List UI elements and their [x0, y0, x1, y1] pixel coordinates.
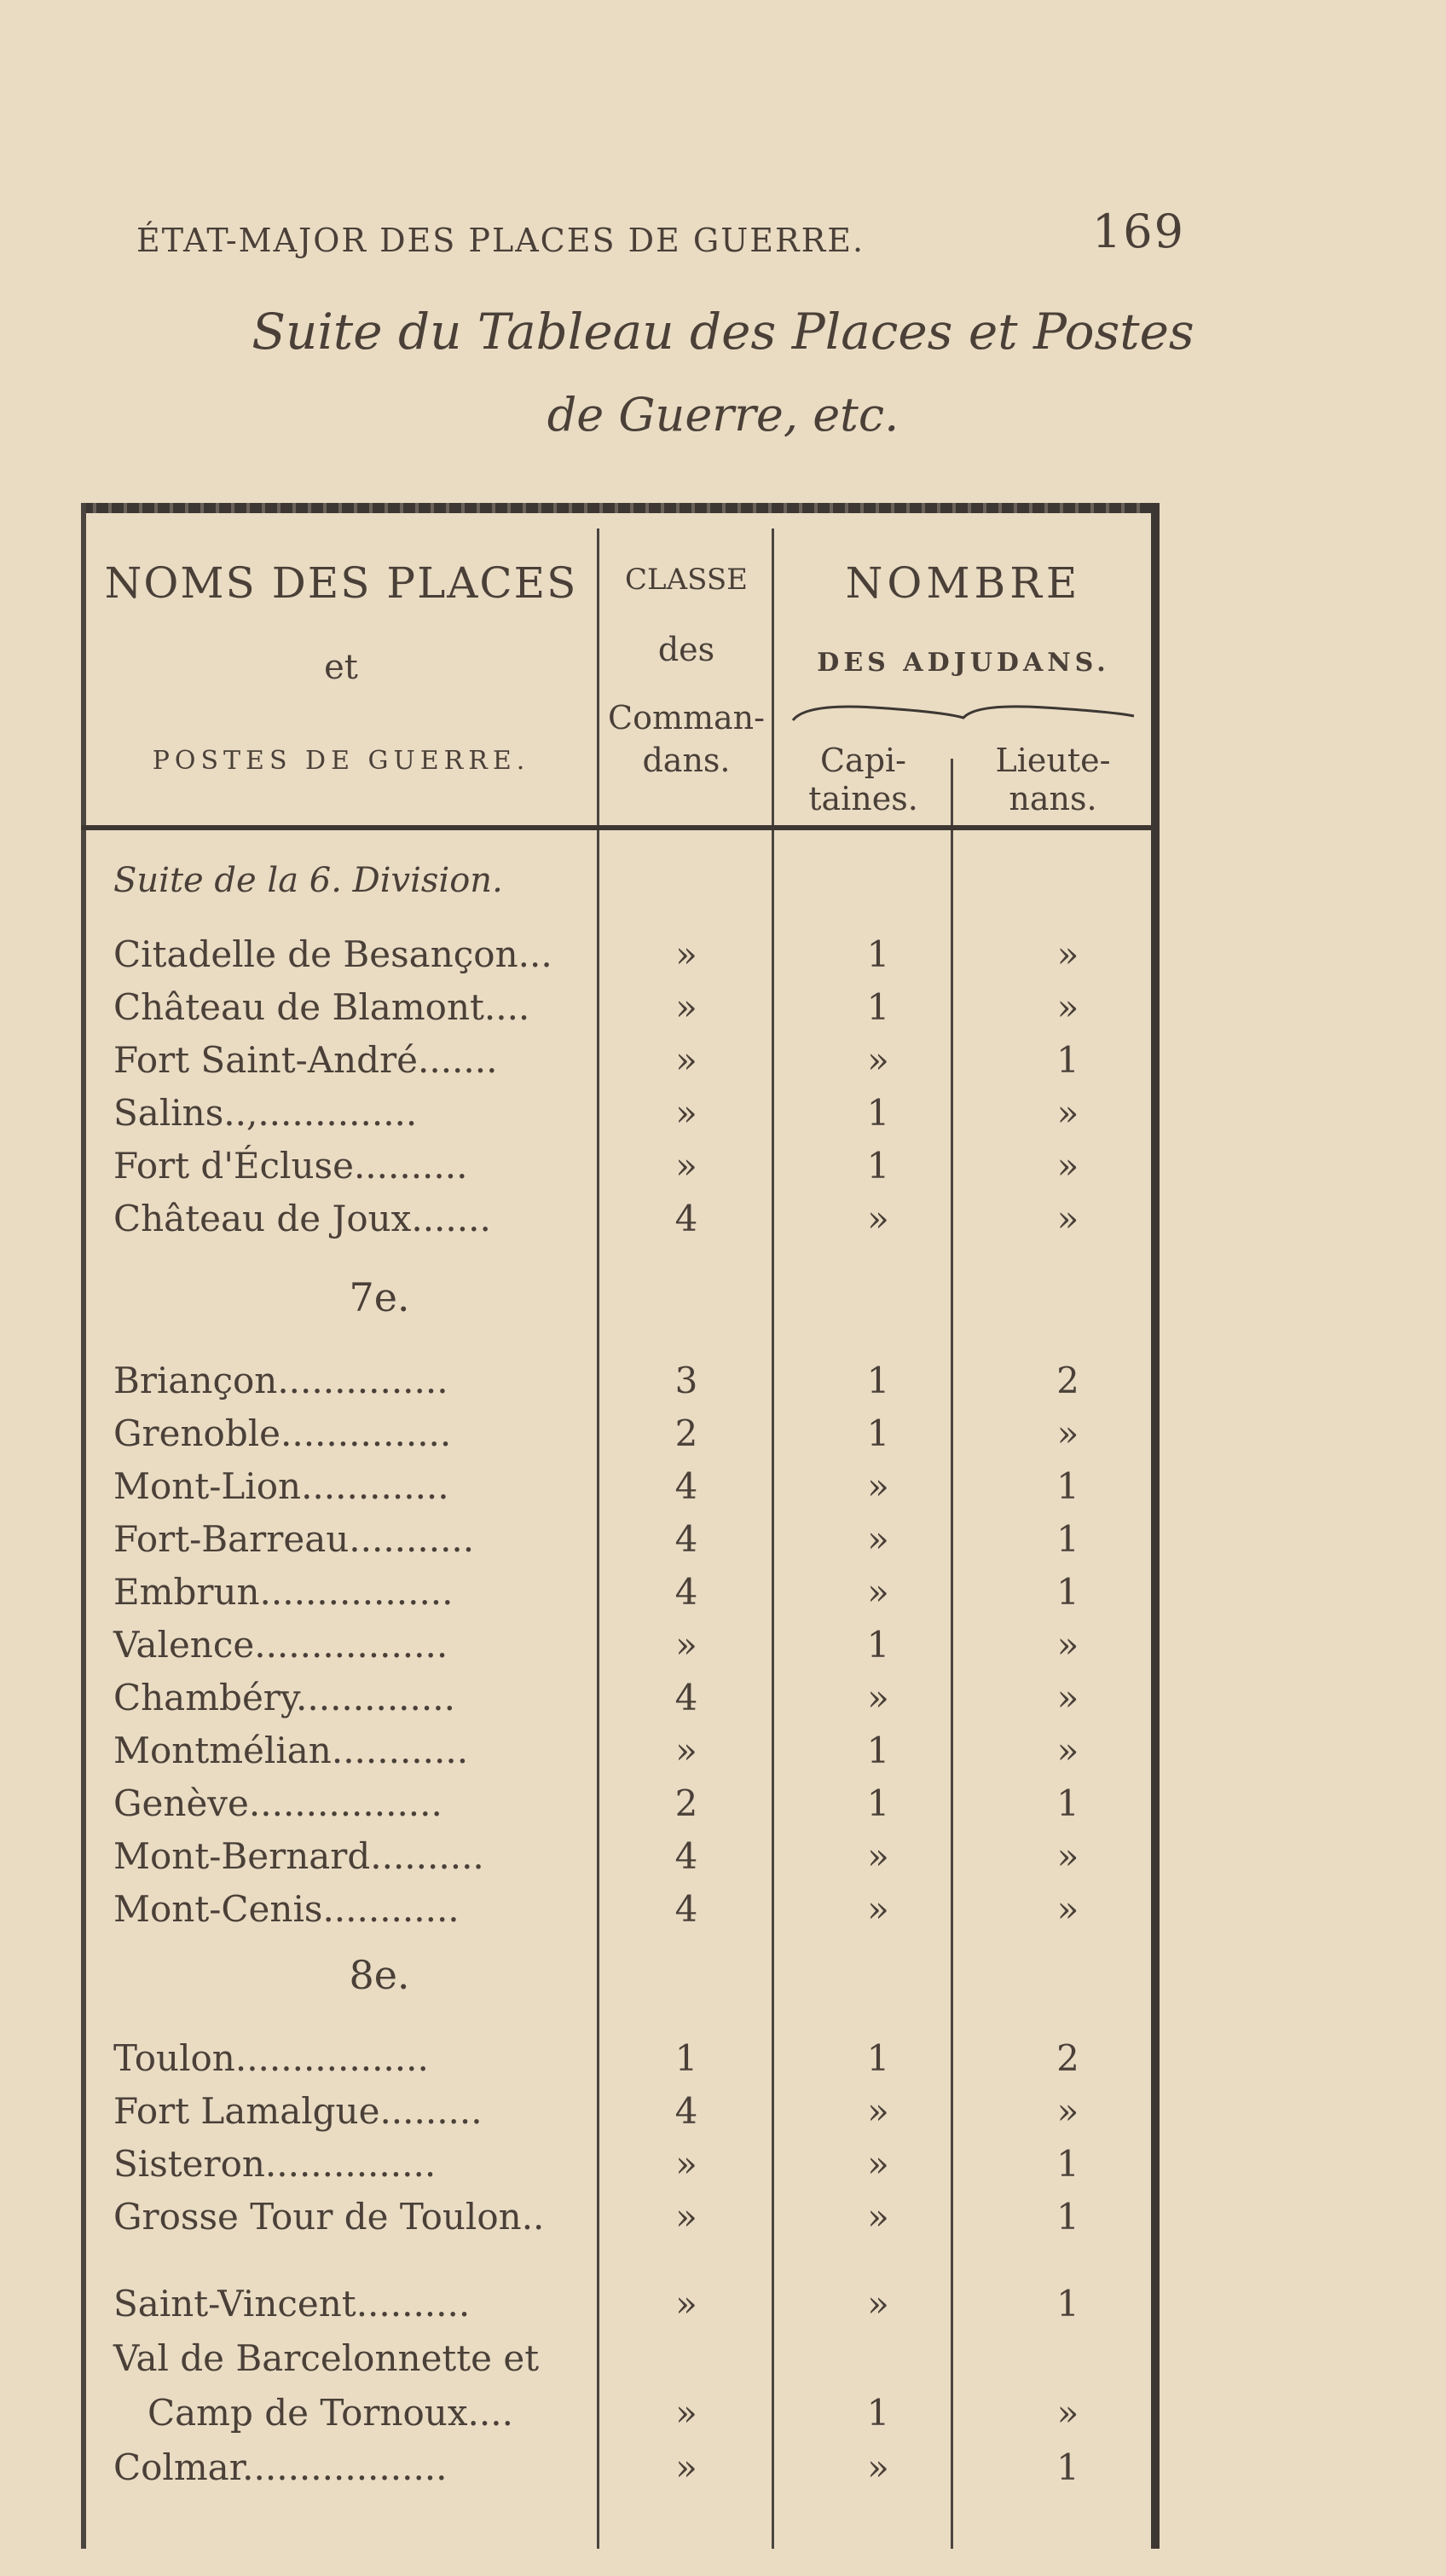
header-rule: [81, 825, 1151, 830]
brace-icon: [789, 699, 1138, 725]
classe-value: »: [675, 2446, 697, 2488]
table-row: [81, 1677, 1151, 1730]
table-row: [81, 2446, 1151, 2499]
classe-value: 4: [674, 1198, 698, 1239]
capitaines-value: »: [867, 1465, 889, 1507]
classe-value: 4: [674, 1465, 698, 1507]
place-name: Genève.................: [113, 1782, 442, 1824]
division-subtitle: Suite de la 6. Division.: [113, 861, 503, 900]
place-name: Salins..,..............: [113, 1092, 418, 1134]
classe-value: 4: [674, 1835, 698, 1877]
lieutenans-value: »: [1056, 1835, 1079, 1877]
header-names-line1: NOMS DES PLACES: [104, 558, 578, 608]
classe-value: »: [675, 933, 697, 975]
classe-value: »: [675, 2196, 697, 2238]
lieutenans-value: »: [1056, 1092, 1079, 1134]
table-title-line1: Suite du Tableau des Places et Postes: [252, 303, 1194, 361]
division-heading-8: 8e.: [349, 1952, 410, 1998]
lieutenans-value: »: [1056, 1198, 1079, 1239]
classe-value: »: [675, 1730, 697, 1771]
classe-value: 1: [674, 2037, 698, 2079]
capitaines-value: 1: [866, 1782, 890, 1824]
capitaines-value: »: [867, 1198, 889, 1239]
table-right-border: [1151, 2293, 1160, 2549]
place-name: Fort Saint-André.......: [113, 1039, 498, 1081]
place-name: Fort-Barreau...........: [113, 1518, 475, 1560]
place-name: Mont-Bernard..........: [113, 1835, 484, 1877]
classe-value: »: [675, 2143, 697, 2185]
place-name: Valence.................: [113, 1624, 448, 1666]
table-row: [81, 2392, 1151, 2445]
lieutenans-value: 1: [1056, 1039, 1079, 1081]
capitaines-value: »: [867, 1571, 889, 1613]
header-lieutenans-line2: nans.: [1009, 780, 1097, 817]
table-row: [81, 1145, 1151, 1198]
place-name: Saint-Vincent..........: [113, 2283, 471, 2325]
table-row: [81, 1412, 1151, 1465]
capitaines-value: »: [867, 2283, 889, 2325]
classe-value: »: [675, 1145, 697, 1187]
capitaines-value: 1: [866, 2037, 890, 2079]
table-row: [81, 1624, 1151, 1677]
capitaines-value: »: [867, 1677, 889, 1718]
table-row: [81, 2196, 1151, 2249]
place-name: Camp de Tornoux....: [147, 2392, 513, 2434]
lieutenans-value: »: [1056, 1412, 1079, 1454]
lieutenans-value: »: [1056, 1624, 1079, 1666]
running-title: ÉTAT-MAJOR DES PLACES DE GUERRE.: [136, 222, 865, 259]
place-name: Château de Joux.......: [113, 1198, 491, 1239]
header-names-line2: et: [324, 648, 358, 687]
place-name: Mont-Cenis............: [113, 1888, 460, 1930]
capitaines-value: 1: [866, 933, 890, 975]
lieutenans-value: 2: [1056, 2037, 1079, 2079]
table-row: [81, 1360, 1151, 1412]
place-name: Citadelle de Besançon...: [113, 933, 552, 975]
capitaines-value: 1: [866, 1360, 890, 1401]
places-table: [81, 503, 1151, 2293]
table-row: [81, 1782, 1151, 1835]
capitaines-value: 1: [866, 1092, 890, 1134]
table-row: [81, 1039, 1151, 1092]
capitaines-value: 1: [866, 2392, 890, 2434]
place-name: Fort d'Écluse..........: [113, 1145, 468, 1187]
table-row: [81, 1092, 1151, 1145]
classe-value: »: [675, 1092, 697, 1134]
capitaines-value: 1: [866, 1624, 890, 1666]
table-row: [81, 1198, 1151, 1250]
capitaines-value: »: [867, 1888, 889, 1930]
place-name: Colmar..................: [113, 2446, 448, 2488]
classe-value: 4: [674, 1888, 698, 1930]
place-name: Briançon...............: [113, 1360, 448, 1401]
lieutenans-value: »: [1056, 1145, 1079, 1187]
classe-value: »: [675, 1624, 697, 1666]
table-row: [81, 2143, 1151, 2196]
classe-value: 3: [674, 1360, 698, 1401]
header-classe-line3: Comman-: [608, 699, 765, 736]
lieutenans-value: »: [1056, 1888, 1079, 1930]
capitaines-value: »: [867, 1835, 889, 1877]
lieutenans-value: »: [1056, 986, 1079, 1028]
table-row: [81, 2090, 1151, 2143]
place-name: Chambéry..............: [113, 1677, 455, 1718]
table-row: [81, 986, 1151, 1039]
classe-value: 4: [674, 1518, 698, 1560]
capitaines-value: »: [867, 1039, 889, 1081]
capitaines-value: »: [867, 2446, 889, 2488]
header-classe-line1: CLASSE: [625, 563, 748, 597]
header-nombre-line1: NOMBRE: [845, 558, 1082, 608]
lieutenans-value: 1: [1056, 1571, 1079, 1613]
lieutenans-value: »: [1056, 2392, 1079, 2434]
table-row: [81, 2337, 1151, 2390]
header-classe-line2: des: [657, 631, 715, 668]
table-top-border: [81, 503, 1160, 513]
lieutenans-value: 1: [1056, 1518, 1079, 1560]
classe-value: »: [675, 986, 697, 1028]
classe-value: »: [675, 2392, 697, 2434]
table-row: [81, 1835, 1151, 1888]
place-name: Toulon.................: [113, 2037, 429, 2079]
table-row: [81, 1571, 1151, 1624]
table-row: [81, 933, 1151, 986]
table-row: [81, 1888, 1151, 1941]
capitaines-value: »: [867, 2196, 889, 2238]
classe-value: 4: [674, 1677, 698, 1718]
lieutenans-value: »: [1056, 1677, 1079, 1718]
classe-value: 4: [674, 1571, 698, 1613]
table-row: [81, 1465, 1151, 1518]
capitaines-value: »: [867, 2143, 889, 2185]
capitaines-value: 1: [866, 1730, 890, 1771]
capitaines-value: »: [867, 2090, 889, 2132]
header-classe-line4: dans.: [642, 742, 731, 779]
lieutenans-value: 1: [1056, 2196, 1079, 2238]
table-right-border: [1151, 503, 1160, 2293]
lieutenans-value: 1: [1056, 1465, 1079, 1507]
capitaines-value: 1: [866, 1145, 890, 1187]
lieutenans-value: 1: [1056, 2446, 1079, 2488]
lieutenans-value: »: [1056, 1730, 1079, 1771]
lieutenans-value: 2: [1056, 1360, 1079, 1401]
page-number: 169: [1091, 205, 1185, 258]
capitaines-value: 1: [866, 986, 890, 1028]
header-nombre-line2: DES ADJUDANS.: [817, 648, 1110, 678]
capitaines-value: »: [867, 1518, 889, 1560]
header-lieutenans-line1: Lieute-: [995, 742, 1111, 779]
place-name: Grosse Tour de Toulon..: [113, 2196, 545, 2238]
lieutenans-value: 1: [1056, 2283, 1079, 2325]
header-capitaines-line1: Capi-: [819, 742, 907, 779]
place-name: Fort Lamalgue.........: [113, 2090, 483, 2132]
place-name: Grenoble...............: [113, 1412, 452, 1454]
place-name: Embrun.................: [113, 1571, 454, 1613]
lieutenans-value: »: [1056, 933, 1079, 975]
lieutenans-value: 1: [1056, 1782, 1079, 1824]
classe-value: 2: [674, 1412, 698, 1454]
header-capitaines-line2: taines.: [808, 780, 918, 817]
division-heading-7: 7e.: [349, 1274, 410, 1320]
lieutenans-value: »: [1056, 2090, 1079, 2132]
table-row: [81, 1730, 1151, 1782]
classe-value: »: [675, 2283, 697, 2325]
place-name: Val de Barcelonnette et: [113, 2337, 540, 2379]
lieutenans-value: 1: [1056, 2143, 1079, 2185]
classe-value: 2: [674, 1782, 698, 1824]
table-row: [81, 1518, 1151, 1571]
table-row: [81, 2283, 1151, 2336]
place-name: Montmélian............: [113, 1730, 469, 1771]
table-title-line2: de Guerre, etc.: [547, 388, 899, 442]
table-continuation: [81, 2283, 1160, 2557]
capitaines-value: 1: [866, 1412, 890, 1454]
classe-value: »: [675, 1039, 697, 1081]
classe-value: 4: [674, 2090, 698, 2132]
header-names-line3: POSTES DE GUERRE.: [152, 746, 530, 776]
place-name: Mont-Lion.............: [113, 1465, 449, 1507]
place-name: Château de Blamont....: [113, 986, 530, 1028]
table-row: [81, 2037, 1151, 2090]
place-name: Sisteron...............: [113, 2143, 437, 2185]
